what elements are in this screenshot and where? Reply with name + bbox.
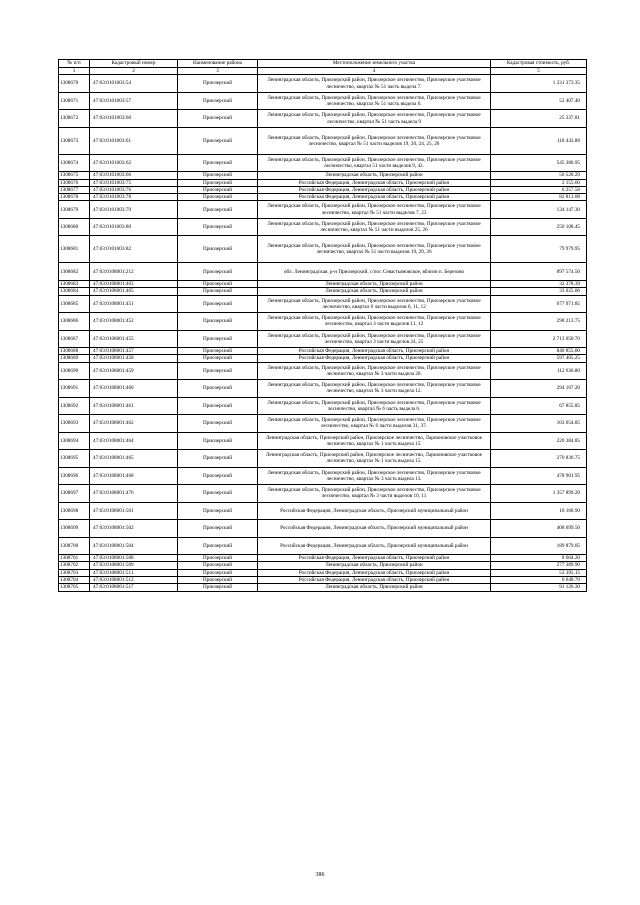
cell-cost: 2 713 050.70 — [491, 330, 587, 348]
cell-number: 1308696 — [59, 467, 90, 485]
cell-cost: 840 855.00 — [491, 348, 587, 355]
table-row — [59, 485, 587, 503]
cell-number: 1308686 — [59, 313, 90, 331]
cell-location: Ленинградская область, Приозерский район — [258, 172, 491, 179]
cell-location: Ленинградская область, Приозерский район, Приозерское лесничество, Приозерское участковое лесничество, квартал 3 части выделов 24, 25 — [258, 330, 491, 348]
table-row — [59, 502, 587, 520]
cell-location: Российская Федерация, Ленинградская область, Приозерский район — [258, 186, 491, 193]
cell-cost: 597 405.25 — [491, 355, 587, 362]
cell-cost: 82 813.08 — [491, 194, 587, 201]
cell-cost: 220 384.85 — [491, 432, 587, 450]
table-row — [59, 355, 587, 362]
table-row — [59, 467, 587, 485]
cell-cadastral-number: 47:03:0108001:501 — [90, 502, 178, 520]
cell-location: Российская Федерация, Ленинградская область, Приозерский район — [258, 348, 491, 355]
cell-district: Приозерский — [178, 450, 258, 468]
cell-location: Ленинградская область, Приозерский район, Приозерское лесничество, Приозерское участковое лесничество, квартал № 51 части выделов 7, 23 — [258, 201, 491, 219]
cell-number: 1308702 — [59, 562, 90, 569]
cell-number: 1308674 — [59, 154, 90, 172]
cell-cadastral-number: 47:03:0108001:405 — [90, 288, 178, 295]
table-row — [59, 110, 587, 128]
cell-cost: 2 155.60 — [491, 179, 587, 186]
col-header-district: Наименование района — [178, 60, 258, 68]
cell-cadastral-number: 47:03:0101003:54 — [90, 75, 178, 93]
cell-cost: 118 443.88 — [491, 127, 587, 154]
table-row — [59, 348, 587, 355]
cell-district: Приозерский — [178, 172, 258, 179]
cell-location: Ленинградская область, Приозерский район, Приозерское лесничество, Приозерское участковое лесничество, квартал № 51 части выделов 25, 26 — [258, 218, 491, 236]
cell-cost: 1 357 899.20 — [491, 485, 587, 503]
cell-number: 1308690 — [59, 362, 90, 380]
cell-number: 1308673 — [59, 127, 90, 154]
table-row — [59, 520, 587, 538]
cell-number: 1308678 — [59, 194, 90, 201]
cell-district: Приозерский — [178, 186, 258, 193]
cell-cadastral-number: 47:03:0108001:465 — [90, 450, 178, 468]
cell-cost: 10 168.90 — [491, 502, 587, 520]
cell-location: Ленинградская область, Приозерский район, Приозерское лесничество, Приозерское участковое лесничество, квартал № 6 часть выдела 6. — [258, 397, 491, 415]
cell-cost: 294 107.20 — [491, 380, 587, 398]
cell-number: 1308679 — [59, 201, 90, 219]
cell-cost: 79 979.95 — [491, 236, 587, 263]
table-row — [59, 577, 587, 584]
cell-cost: 270 836.75 — [491, 450, 587, 468]
cell-district: Приозерский — [178, 485, 258, 503]
cell-cadastral-number: 47:03:0108001:511 — [90, 569, 178, 576]
page-number: 386 — [315, 872, 325, 878]
cell-cadastral-number: 47:03:0101003:80 — [90, 218, 178, 236]
cell-number: 1308691 — [59, 380, 90, 398]
cell-number: 1308684 — [59, 288, 90, 295]
cell-cadastral-number: 47:03:0101003:62 — [90, 154, 178, 172]
cell-number: 1308694 — [59, 432, 90, 450]
cell-cost: 408 699.50 — [491, 520, 587, 538]
table-row — [59, 194, 587, 201]
col-header-num: № п/п — [59, 60, 90, 68]
table-row — [59, 562, 587, 569]
cell-number: 1308687 — [59, 330, 90, 348]
cell-cadastral-number: 47:03:0101003:61 — [90, 127, 178, 154]
cell-number: 1308677 — [59, 186, 90, 193]
table-row — [59, 92, 587, 110]
table-row — [59, 380, 587, 398]
cell-cost: 677 971.85 — [491, 295, 587, 313]
col-header-location: Местоположение земельного участка — [258, 60, 491, 68]
cell-location: Российская Федерация, Ленинградская область, Приозерский район — [258, 179, 491, 186]
cell-number: 1308699 — [59, 520, 90, 538]
cell-cost: 50 520.29 — [491, 172, 587, 179]
table-row — [59, 397, 587, 415]
cell-district: Приозерский — [178, 330, 258, 348]
cell-cadastral-number: 47:03:0108001:403 — [90, 280, 178, 287]
cell-cadastral-number: 47:03:0108001:468 — [90, 467, 178, 485]
cell-district: Приозерский — [178, 295, 258, 313]
cell-district: Приозерский — [178, 502, 258, 520]
cell-district: Приозерский — [178, 154, 258, 172]
cell-district: Приозерский — [178, 467, 258, 485]
cell-cost: 32 378.39 — [491, 280, 587, 287]
cell-cadastral-number: 47:03:0108001:459 — [90, 362, 178, 380]
cell-district: Приозерский — [178, 432, 258, 450]
table-row — [59, 172, 587, 179]
cell-location: Российская Федерация, Ленинградская область, Приозерский район — [258, 355, 491, 362]
cell-location: Ленинградская область, Приозерский район, Приозерское лесничество, Приозерское участковое лесничество, квартал 6 части выделов 6, 11, 12 — [258, 295, 491, 313]
cell-cadastral-number: 47:03:0108001:512 — [90, 577, 178, 584]
table-row — [59, 288, 587, 295]
cell-cadastral-number: 47:03:0108001:504 — [90, 537, 178, 555]
cell-cadastral-number: 47:03:0108001:464 — [90, 432, 178, 450]
cell-number: 1308697 — [59, 485, 90, 503]
table-row — [59, 313, 587, 331]
table-row — [59, 154, 587, 172]
cell-cadastral-number: 47:03:0108001:508 — [90, 555, 178, 562]
cell-cadastral-number: 47:03:0108001:457 — [90, 348, 178, 355]
table-row — [59, 75, 587, 93]
table-body — [59, 75, 587, 591]
cell-district: Приозерский — [178, 110, 258, 128]
cell-number: 1308700 — [59, 537, 90, 555]
cell-number: 1308685 — [59, 295, 90, 313]
cell-cost: 6 257.58 — [491, 186, 587, 193]
cell-number: 1308703 — [59, 569, 90, 576]
cell-number: 1308695 — [59, 450, 90, 468]
cell-cadastral-number: 47:03:0108001:517 — [90, 584, 178, 591]
cell-location: Ленинградская область, Приозерский район — [258, 280, 491, 287]
cell-location: Ленинградская область, Приозерский район, Приозерское лесничество, Приозерское участковое лесничество, квартал № 51 часть выдела 7. — [258, 75, 491, 93]
cell-district: Приозерский — [178, 562, 258, 569]
cell-cost: 8 604.20 — [491, 555, 587, 562]
cell-district: Приозерский — [178, 218, 258, 236]
cell-cadastral-number: 47:03:0108001:212 — [90, 263, 178, 281]
cell-district: Приозерский — [178, 569, 258, 576]
col-number-5: 5 — [491, 68, 587, 75]
cell-cadastral-number: 47:03:0108001:455 — [90, 330, 178, 348]
cell-cost: 25 337.81 — [491, 110, 587, 128]
cell-cost: 897 574.50 — [491, 263, 587, 281]
cell-location: Ленинградская область, Приозерский район, Приозерское лесничество, Приозерское участковое лесничество, квартал 3 части выделов 11, 12 — [258, 313, 491, 331]
cell-cadastral-number: 47:03:0101003:79 — [90, 201, 178, 219]
cell-cadastral-number: 47:03:0108001:462 — [90, 415, 178, 433]
cell-location: Ленинградская область, Приозерский район — [258, 562, 491, 569]
cell-cost: 298 213.75 — [491, 313, 587, 331]
cell-location: Российская Федерация, Ленинградская область, Приозерский район — [258, 555, 491, 562]
cell-cost: 250 108.45 — [491, 218, 587, 236]
cell-location: Российская Федерация, Ленинградская область, Приозерский муниципальный район — [258, 502, 491, 520]
cell-district: Приозерский — [178, 280, 258, 287]
table-row — [59, 295, 587, 313]
cell-cost: 33 025.06 — [491, 288, 587, 295]
col-number-4: 4 — [258, 68, 491, 75]
table-row — [59, 432, 587, 450]
cadastral-table — [58, 59, 587, 592]
col-number-1: 1 — [59, 68, 90, 75]
cell-location: Ленинградская область, Приозерский район, Приозерское лесничество, Ларионовское участковое лесничество, квартал № 1 часть выдела 15. — [258, 432, 491, 450]
cell-district: Приозерский — [178, 236, 258, 263]
cell-number: 1308681 — [59, 236, 90, 263]
cell-cost: 103 054.85 — [491, 415, 587, 433]
cell-number: 1308683 — [59, 280, 90, 287]
table-header — [59, 60, 587, 75]
cell-district: Приозерский — [178, 348, 258, 355]
table-row — [59, 186, 587, 193]
cell-number: 1308670 — [59, 75, 90, 93]
cell-number: 1308698 — [59, 502, 90, 520]
table-row — [59, 584, 587, 591]
col-header-cost: Кадастровая стоимость, руб. — [491, 60, 587, 68]
cell-cost: 189 879.05 — [491, 537, 587, 555]
cell-cadastral-number: 47:03:0101003:75 — [90, 179, 178, 186]
cell-number: 1308680 — [59, 218, 90, 236]
cell-cadastral-number: 47:03:0101003:57 — [90, 92, 178, 110]
cell-district: Приозерский — [178, 263, 258, 281]
cell-location: Ленинградская область, Приозерский район, Приозерское лесничество, Приозерское участковое лесничество, квартал № 51 часть выдела 6. — [258, 92, 491, 110]
cell-district: Приозерский — [178, 555, 258, 562]
cell-cost: 67 855.85 — [491, 397, 587, 415]
cell-district: Приозерский — [178, 577, 258, 584]
cell-cadastral-number: 47:03:0108001:502 — [90, 520, 178, 538]
cell-location: Ленинградская область, Приозерский район, Приозерское лесничество, Приозерское участковое лесничество, квартал № 3 части выдела 12. — [258, 380, 491, 398]
cell-cost: 91 126.30 — [491, 584, 587, 591]
cell-district: Приозерский — [178, 127, 258, 154]
cell-cost: 478 901.95 — [491, 467, 587, 485]
cell-cadastral-number: 47:03:0108001:476 — [90, 485, 178, 503]
cell-location: Российская Федерация, Ленинградская область, Приозерский муниципальный район — [258, 520, 491, 538]
cell-location: Ленинградская область, Приозерский район, Приозерское лесничество, Приозерское участковое лесничество, квартал № 51 части выделов 19, 20, 24, 25, 26 — [258, 127, 491, 154]
cell-cadastral-number: 47:03:0101003:66 — [90, 172, 178, 179]
cell-cadastral-number: 47:03:0108001:451 — [90, 295, 178, 313]
cell-location: Российская Федерация, Ленинградская область, Приозерский район — [258, 194, 491, 201]
cell-cadastral-number: 47:03:0108001:461 — [90, 397, 178, 415]
table-row — [59, 179, 587, 186]
cell-cost: 52 407.40 — [491, 92, 587, 110]
cell-cadastral-number: 47:03:0101003:60 — [90, 110, 178, 128]
cell-district: Приозерский — [178, 92, 258, 110]
cell-district: Приозерский — [178, 520, 258, 538]
cell-district: Приозерский — [178, 362, 258, 380]
table-row — [59, 218, 587, 236]
table-row — [59, 263, 587, 281]
cell-cadastral-number: 47:03:0101003:78 — [90, 194, 178, 201]
cell-district: Приозерский — [178, 415, 258, 433]
cell-cost: 277 389.90 — [491, 562, 587, 569]
table-row — [59, 362, 587, 380]
cell-cadastral-number: 47:03:0108001:509 — [90, 562, 178, 569]
cell-location: Российская Федерация, Ленинградская область, Приозерский муниципальный район — [258, 537, 491, 555]
cell-number: 1308689 — [59, 355, 90, 362]
cell-location: Ленинградская область, Приозерский район, Приозерское лесничество, Приозерское участковое лесничество, квартал № 3 части выделов 10, 11 — [258, 485, 491, 503]
cell-district: Приозерский — [178, 380, 258, 398]
cell-number: 1308701 — [59, 555, 90, 562]
cell-number: 1308688 — [59, 348, 90, 355]
cell-location: Ленинградская область, Приозерский район, Приозерское лесничество, Приозерское участковое лесничество, квартал 51 части выделов 9, 42. — [258, 154, 491, 172]
cell-location: Ленинградская область, Приозерский район — [258, 584, 491, 591]
cell-district: Приозерский — [178, 201, 258, 219]
col-number-3: 3 — [178, 68, 258, 75]
cell-number: 1308693 — [59, 415, 90, 433]
cell-cadastral-number: 47:03:0101003:82 — [90, 236, 178, 263]
table-row — [59, 201, 587, 219]
col-number-2: 2 — [90, 68, 178, 75]
cell-district: Приозерский — [178, 194, 258, 201]
table-row — [59, 127, 587, 154]
table-row — [59, 415, 587, 433]
table-row — [59, 236, 587, 263]
cell-district: Приозерский — [178, 313, 258, 331]
cell-district: Приозерский — [178, 288, 258, 295]
cell-location: Ленинградская область, Приозерский район, Приозерское лесничество, Приозерское участковое лесничество, квартал № 51 части выделов 19, 20, 26 — [258, 236, 491, 263]
cell-district: Приозерский — [178, 537, 258, 555]
table-row — [59, 537, 587, 555]
cell-cadastral-number: 47:03:0101003:76 — [90, 186, 178, 193]
cell-cadastral-number: 47:03:0108001:460 — [90, 380, 178, 398]
cell-number: 1308672 — [59, 110, 90, 128]
cell-district: Приозерский — [178, 397, 258, 415]
cell-location: Ленинградская область, Приозерский район, Приозерское лесничество, Приозерское участковое лесничество, квартал № 51 часть выдела 9 — [258, 110, 491, 128]
cell-district: Приозерский — [178, 584, 258, 591]
cell-location: Российская Федерация, Ленинградская область, Приозерский район — [258, 577, 491, 584]
cell-district: Приозерский — [178, 355, 258, 362]
cell-cost: 545 386.95 — [491, 154, 587, 172]
cell-location: Ленинградская область, Приозерский район — [258, 288, 491, 295]
cell-cost: 6 648.70 — [491, 577, 587, 584]
cell-cost: 112 636.80 — [491, 362, 587, 380]
cell-cost: 53 395.15 — [491, 569, 587, 576]
cell-cost: 1 231 373.35 — [491, 75, 587, 93]
cell-location: Ленинградская область, Приозерский район, Приозерское лесничество, Приозерское участковое лесничество, квартал № 6 части выделов 31, 37. — [258, 415, 491, 433]
col-header-cadastral: Кадастровый номер — [90, 60, 178, 68]
cell-cost: 134 147.30 — [491, 201, 587, 219]
cell-district: Приозерский — [178, 75, 258, 93]
cell-location: обл. Ленинградская, р-н Приозерский, с/пос Севастьяновское, вблизи п. Березово — [258, 263, 491, 281]
cell-number: 1308705 — [59, 584, 90, 591]
cell-location: Ленинградская область, Приозерский район, Приозерское лесничество, Ларионовское участковое лесничество, квартал № 1 часть выдела 15. — [258, 450, 491, 468]
table-row — [59, 280, 587, 287]
cell-number: 1308704 — [59, 577, 90, 584]
cell-number: 1308682 — [59, 263, 90, 281]
cell-number: 1308692 — [59, 397, 90, 415]
cell-location: Ленинградская область, Приозерский район, Приозерское лесничество, Приозерское участковое лесничество, квартал № 3 части выдела 26. — [258, 362, 491, 380]
table-row — [59, 330, 587, 348]
cell-location: Ленинградская область, Приозерский район, Приозерское лесничество, Приозерское участковое лесничество, квартал № 3 часть выдела 13. — [258, 467, 491, 485]
table-row — [59, 450, 587, 468]
table-row — [59, 555, 587, 562]
cell-number: 1308676 — [59, 179, 90, 186]
cell-cadastral-number: 47:03:0108001:452 — [90, 313, 178, 331]
cell-number: 1308675 — [59, 172, 90, 179]
cell-district: Приозерский — [178, 179, 258, 186]
table-row — [59, 569, 587, 576]
cell-cadastral-number: 47:03:0108001:458 — [90, 355, 178, 362]
cell-location: Российская Федерация, Ленинградская область, Приозерский район — [258, 569, 491, 576]
cell-number: 1308671 — [59, 92, 90, 110]
